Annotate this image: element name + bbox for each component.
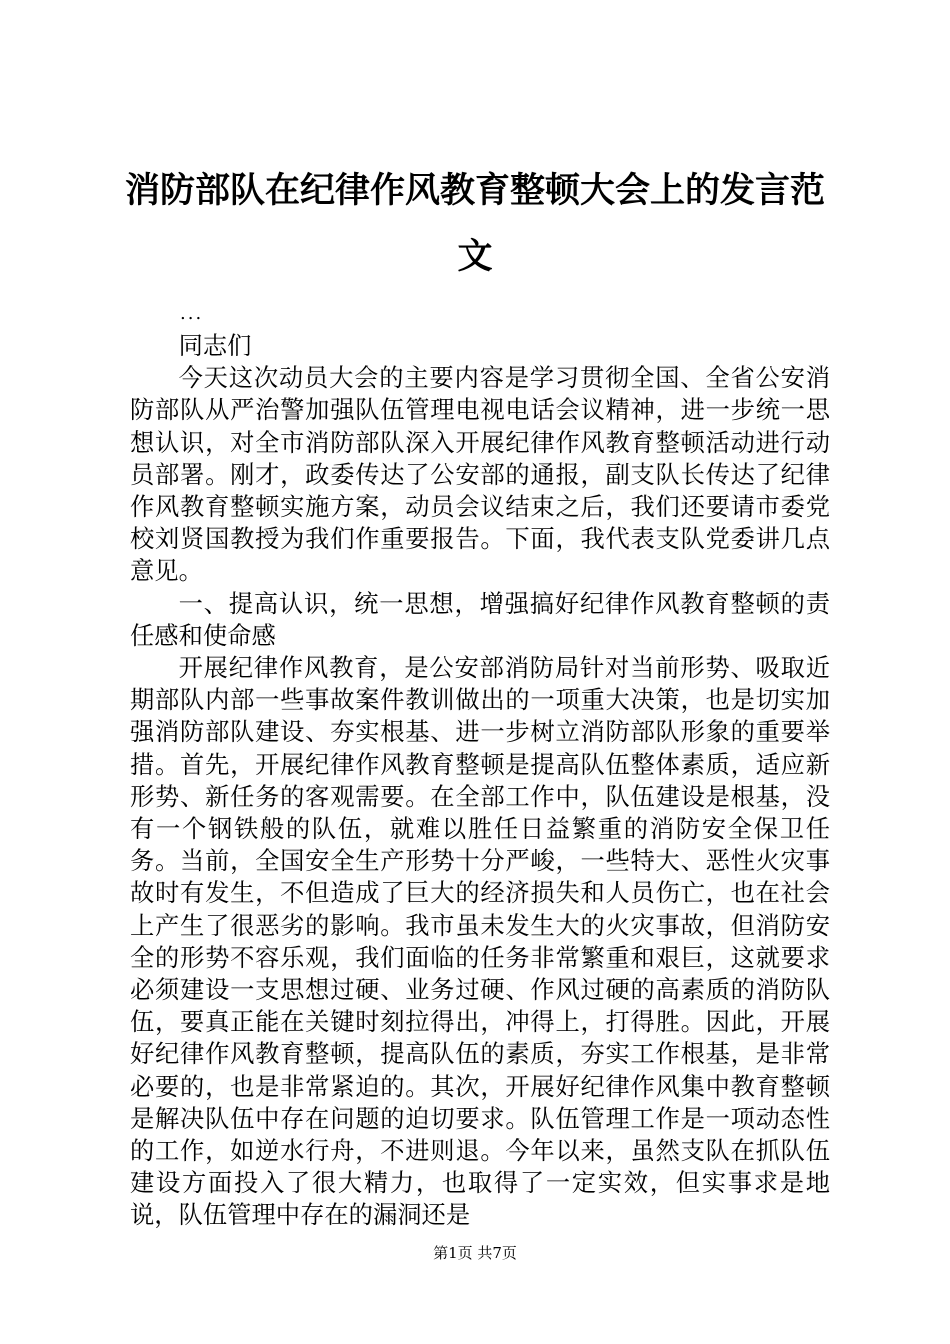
page-footer: 第1页 共7页	[433, 1244, 517, 1262]
ellipsis-marker: ...	[180, 303, 204, 324]
salutation: 同志们	[178, 331, 252, 360]
body-paragraph: 开展纪律作风教育，是公安部消防局针对当前形势、吸取近期部队内部一些事故案件教训做出的一项重大决策，也是切实加强消防部队建设、夯实根基、进一步树立消防部队形象的重要举措。首先，开展纪律作风教育整顿是提高队伍整体素质，适应新形势、新任务的客观需要。在全部工作中，队伍建设是根基，没有一个钢铁般的队伍，就难以胜任日益繁重的消防安全保卫任务。当前，全国安全生产形势十分严峻，一些特大、恶性火灾事故时有发生，不但造成了巨大的经济损失和人员伤亡，也在社会上产生了很恶劣的影响。我市虽未发生大的火灾事故，但消防安全的形势不容乐观，我们面临的任务非常繁重和艰巨，这就要求必须建设一支思想过硬、业务过硬、作风过硬的高素质的消防队伍，要真正能在关键时刻拉得出，冲得上，打得胜。因此，开展好纪律作风教育整顿，提高队伍的素质，夯实工作根基，是非常必要的，也是非常紧迫的。其次，开展好纪律作风集中教育整顿是解决队伍中存在问题的迫切要求。队伍管理工作是一项动态性的工作，如逆水行舟，不进则退。今年以来，虽然支队在抓队伍建设方面投入了很大精力，也取得了一定实效，但实事求是地说，队伍管理中存在的漏洞还是	[130, 653, 830, 1230]
section-heading: 一、提高认识，统一思想，增强搞好纪律作风教育整顿的责任感和使命感	[130, 588, 830, 650]
body-paragraph: 今天这次动员大会的主要内容是学习贯彻全国、全省公安消防部队从严治警加强队伍管理电视电话会议精神，进一步统一思想认识，对全市消防部队深入开展纪律作风教育整顿活动进行动员部署。刚才，政委传达了公安部的通报，副支队长传达了纪律作风教育整顿实施方案，动员会议结束之后，我们还要请市委党校刘贤国教授为我们作重要报告。下面，我代表支队党委讲几点意见。	[130, 363, 830, 586]
document-body	[130, 330, 830, 1232]
document-title: 消防部队在纪律作风教育整顿大会上的发言范文	[124, 170, 825, 277]
